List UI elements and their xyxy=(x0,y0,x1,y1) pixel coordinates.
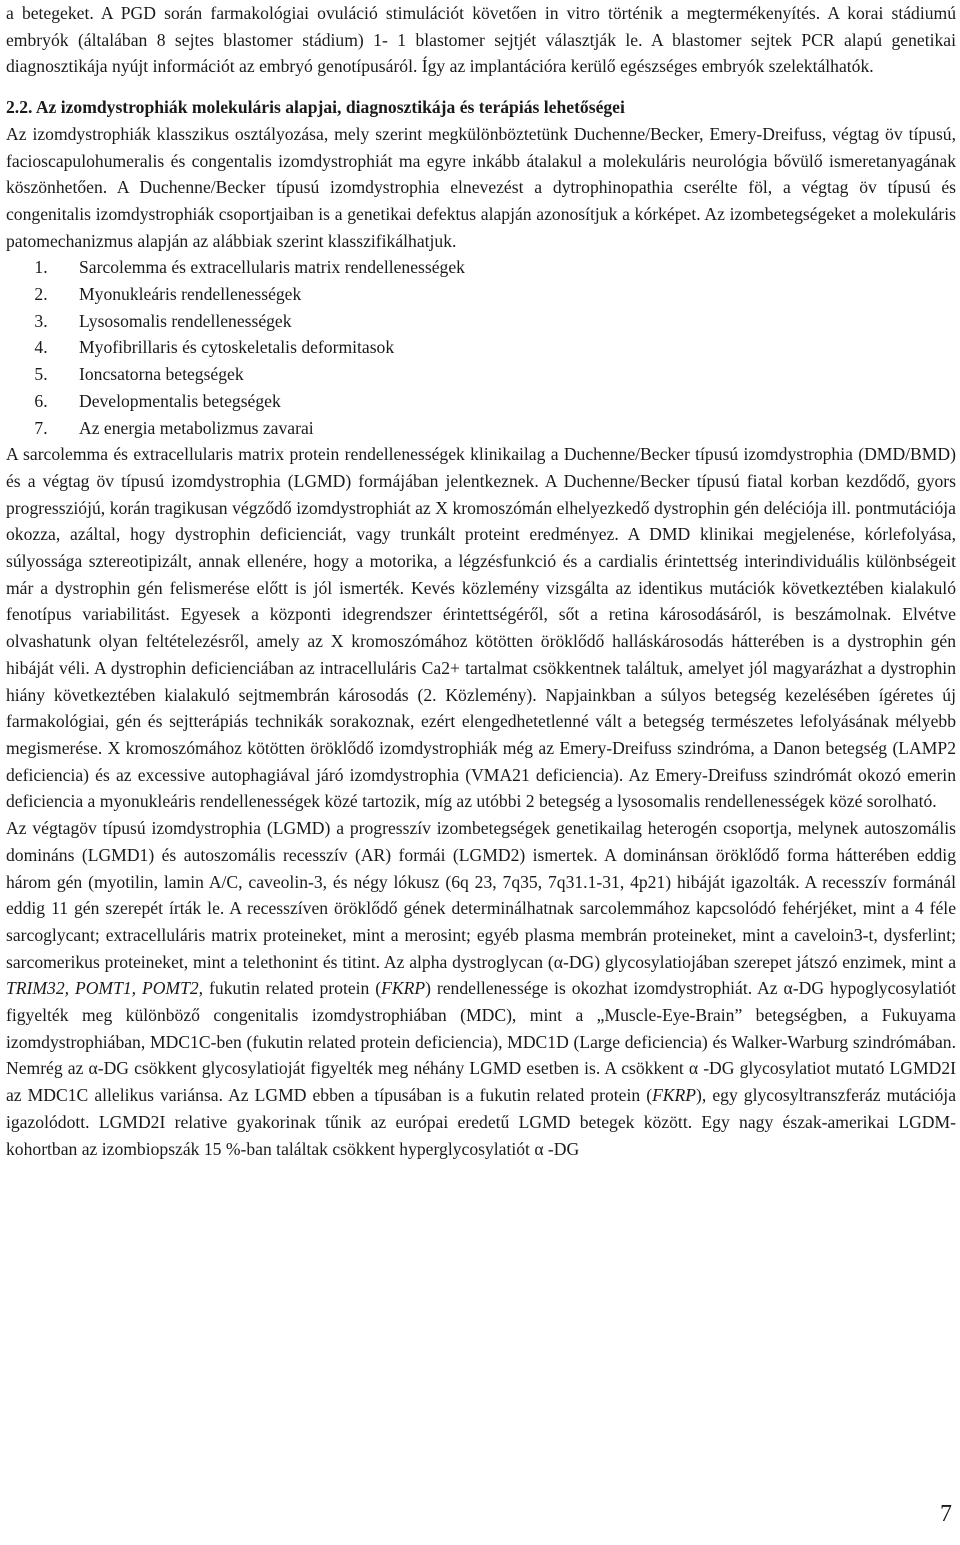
lgmd-text-part: fukutin related protein ( xyxy=(203,978,382,999)
section-heading: 2.2. Az izomdystrophiák molekuláris alapjai, diagnosztikája és terápiás lehetőségei xyxy=(6,97,625,118)
lgmd-text-part: ), egy glycosyltranszferáz mutációja igazolódott. LGMD2I relative gyakorinak tűnik az európai eredetű LGMD betegek között. Egy nagy észak-amerikai LGDM-kohortban az izombiopszák 15 %-ban találtak csökkent hyperglycosylatiót α -DG xyxy=(6,1085,956,1159)
page-number: 7 xyxy=(940,1501,952,1527)
list-item: 3. Lysosomalis rendellenességek xyxy=(52,308,956,335)
fkrp-abbreviation: FKRP xyxy=(381,978,426,999)
fkrp-abbreviation: FKRP xyxy=(652,1085,697,1106)
classification-list xyxy=(6,254,956,441)
list-item: 6. Developmentalis betegségek xyxy=(52,388,956,415)
list-item: 7. Az energia metabolizmus zavarai xyxy=(52,415,956,442)
list-item: 5. Ioncsatorna betegségek xyxy=(52,361,956,388)
document-page xyxy=(6,0,956,1162)
lgmd-text-part: Az végtagöv típusú izomdystrophia (LGMD) a progresszív izombetegségek genetikailag heterogén csoportja, melynek autoszomális domináns (LGMD1) és autoszomális recesszív (AR) formái (LGMD2) ismertek. A dominánsan öröklődő forma hátterében eddig három gén (myotilin, lamin A/C, caveolin-3, és négy lókusz (6q 23, 7q35, 7q31.1-31, 4p21) hibáját igazolták. A recesszív formánál eddig 11 gén szerepét írták le. A recesszíven öröklődő gének determinálhatnak sarcolemmához kapcsolódó fehérjéket, mint a 4 féle sarcoglycant; extracelluláris matrix proteineket, mint a merosint; egyéb plasma membrán proteineket, mint a caveloin3-t, dysferlint; sarcomerikus proteineket, mint a telethonint és titint. Az alpha dystroglycan (α-DG) glycosylatiojában szerepet játszó enzimek, mint a xyxy=(6,818,956,972)
intro-paragraph: a betegeket. A PGD során farmakológiai ovuláció stimulációt követően in vitro történik a megtermékenyítés. A korai stádiumú embryók (általában 8 sejtes blastomer stádium) 1- 1 blastomer sejtjét választják le. A blastomer sejtek PCR alapú genetikai diagnosztikája nyújt információt az embryó genotípusáról. Így az implantációra kerülő egészséges embryók szelektálhatók. xyxy=(6,3,956,77)
enzyme-names: TRIM32, POMT1, POMT2, xyxy=(6,978,204,999)
lgmd-text-part: ) rendellenessége is okozhat izomdystrophiát. Az α-DG hypoglycosylatiót figyelték meg különböző congenitalis izomdystrophiában (MDC), mint a „Muscle-Eye-Brain” betegségben, a Fukuyama izomdystrophiában, MDC1C-ben (fukutin related protein deficiencia), MDC1D (Large deficiencia) és Walker-Warburg szindrómában. Nemrég az α-DG csökkent glycosylatioját figyelték meg néhány LGMD esetben is. A csökkent α -DG glycosylatiot mutató LGMD2I az MDC1C allelikus variánsa. Az LGMD ebben a típusában is a fukutin related protein ( xyxy=(6,978,957,1106)
list-item: 2. Myonukleáris rendellenességek xyxy=(52,281,956,308)
list-item: 4. Myofibrillaris és cytoskeletalis deformitasok xyxy=(52,334,956,361)
list-item: 1. Sarcolemma és extracellularis matrix rendellenességek xyxy=(52,254,956,281)
classification-paragraph: Az izomdystrophiák klasszikus osztályozása, mely szerint megkülönböztetünk Duchenne/Becker, Emery-Dreifuss, végtag öv típusú, facioscapulohumeralis és congentalis izomdystrophiát ma egyre inkább átalakul a molekuláris neurológia bővülő ismeretanyagának köszönhetően. A Duchenne/Becker típusú izomdystrophia elnevezést a dytrophinopathia cserélte föl, a végtag öv típusú és congenitalis izomdystrophiák csoportjaiban is a genetikai defektus alapján azonosítjuk a kórképet. Az izombetegségeket a molekuláris patomechanizmus alapján az alábbiak szerint klasszifikálhatjuk. xyxy=(6,123,956,251)
lgmd-paragraph xyxy=(6,815,956,1162)
sarcolemma-paragraph: A sarcolemma és extracellularis matrix protein rendellenességek klinikailag a Duchenne/Becker típusú izomdystrophia (DMD/BMD) és a végtag öv típusú izomdystrophia (LGMD) formájában jelentkeznek. A Duchenne/Becker típusú fiatal korban kezdődő, gyors progressziójú, korán tragikusan végződő izomdystrophiát az X kromoszómán elhelyezkedő dystrophin gén deléciója ill. pontmutációja okozza, azáltal, hogy dystrophin deficienciát, vagy trunkált proteint eredményez. A DMD klinikai megjelenése, kórlefolyása, súlyossága sztereotipizált, annak ellenére, hogy a motorika, a légzésfunkció és a cardialis érintettség interindividuális különbségeit már a dystrophin gén felismerése előtt is jól ismerték. Kevés közlemény vizsgálta az identikus mutációk következtében kialakuló fenotípus variabilitást. Egyesek a központi idegrendszer érintettségéről, sőt a retina károsodásáról, is beszámolnak. Elvétve olvashatunk olyan feltételezésről, amely az X kromoszómához kötötten öröklődő halláskárosodás hátterében is a dystrophin gén hibáját véli. A dystrophin deficienciában az intracelluláris Ca2+ tartalmat csökkentnek találtuk, amelyet jól magyarázhat a dystrophin hiány következtében kialakuló sejtmembrán károsodás (2. Közlemény). Napjainkban a súlyos betegség kezelésében ígéretes új farmakológiai, gén és sejtterápiás technikák sorakoznak, ezért elengedhetetlenné vált a betegség természetes lefolyásának mélyebb megismerése. X kromoszómához kötötten öröklődő izomdystrophiák még az Emery-Dreifuss szindróma, a Danon betegség (LAMP2 deficiencia) és az excessive autophagiával járó izomdystrophia (VMA21 deficiencia). Az Emery-Dreifuss szindrómát okozó emerin deficiencia a myonukleáris rendellenességek közé tartozik, míg az utóbbi 2 betegség a lysosomalis rendellenességek közé sorolható. xyxy=(6,444,956,812)
